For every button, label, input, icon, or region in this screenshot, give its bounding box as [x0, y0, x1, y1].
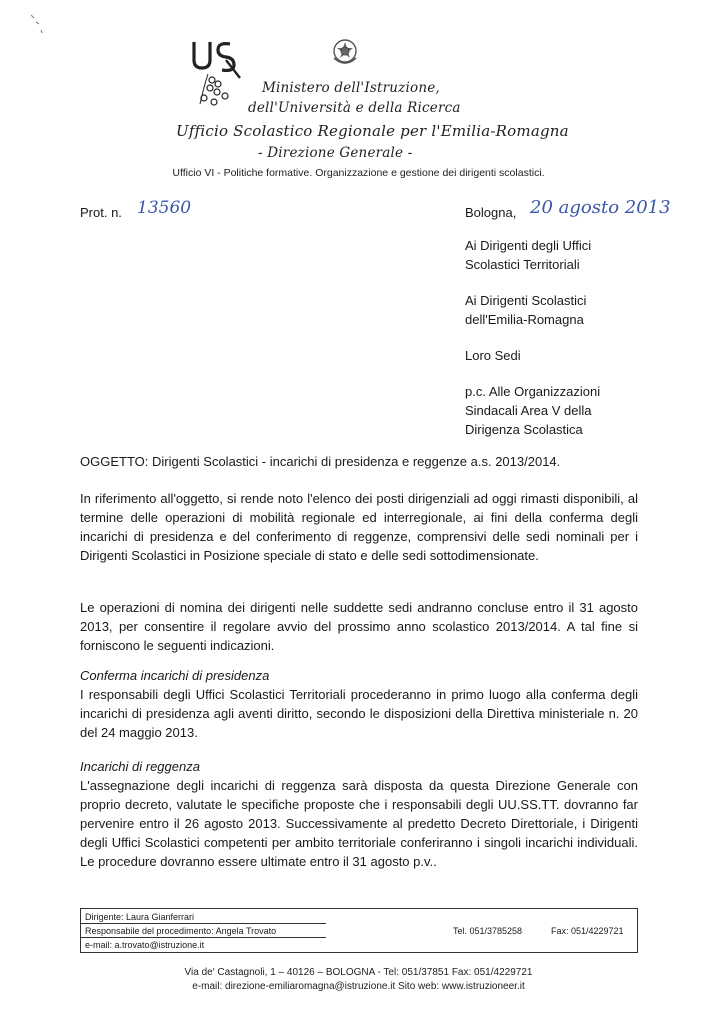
heading-conferma: Conferma incarichi di presidenza — [80, 668, 270, 683]
university-line: dell'Università e della Ricerca — [248, 100, 461, 116]
date-place: Bologna, — [465, 205, 517, 220]
usr-logo — [190, 38, 242, 110]
paragraph-intro: In riferimento all'oggetto, si rende noto l'elenco dei posti dirigenziali ad oggi rimasti disponibili, al termine delle operazioni di mobilità regionale ed interregionale, ai fini della conferma degli incarichi di presidenza e del conferimento di reggenze, comprensivi delle sedi nominali per i Dirigenti Scolastici in Posizione speciale di stato e delle sedi sottodimensionate. — [80, 491, 638, 563]
recipient-item: Loro Sedi — [465, 348, 521, 363]
protocol-label: Prot. n. — [80, 205, 122, 220]
responsabile-name: Responsabile del procedimento: Angela Trovato — [85, 926, 277, 936]
paragraph-deadline: Le operazioni di nomina dei dirigenti nelle suddette sedi andranno concluse entro il 31 agosto 2013, per consentire il regolare avvio del prossimo anno scolastico 2013/2014. A tal fine si forniscono le seguenti indicazioni. — [80, 600, 638, 653]
dirigente-name: Dirigente: Laura Gianferrari — [85, 912, 195, 922]
recipient-item: p.c. Alle Organizzazioni Sindacali Area V della Dirigenza Scolastica — [465, 384, 601, 437]
subject-line: OGGETTO: Dirigenti Scolastici - incarichi di presidenza e reggenze a.s. 2013/2014. — [80, 454, 561, 469]
protocol-number: 13560 — [137, 198, 192, 218]
regional-office-line: Ufficio Scolastico Regionale per l'Emilia-Romagna — [176, 122, 569, 140]
divider — [81, 937, 326, 938]
date-handwritten: 20 agosto 2013 — [530, 197, 671, 218]
heading-reggenza: Incarichi di reggenza — [80, 759, 200, 774]
office-address: Via de' Castagnoli, 1 – 40126 – BOLOGNA - Tel: 051/37851 Fax: 051/4229721 — [184, 967, 533, 978]
office-web-email: e-mail: direzione-emiliaromagna@istruzione.it Sito web: www.istruzioneer.it — [192, 981, 525, 992]
office-subtitle: Ufficio VI - Politiche formative. Organizzazione e gestione dei dirigenti scolastici. — [172, 167, 545, 179]
recipient-item: Ai Dirigenti degli Uffici Scolastici Territoriali — [465, 238, 592, 272]
ministry-line: Ministero dell'Istruzione, — [262, 80, 440, 96]
paragraph-reggenza: L'assegnazione degli incarichi di reggenza sarà disposta da questa Direzione Generale con proprio decreto, valutate le specifiche proposte che i responsabili degli UU.SS.TT. dovranno far pervenire entro il 26 agosto 2013. Successivamente al predetto Decreto Direttoriale, i Dirigenti degli Uffici Scolastici competenti per ambito territoriale conferiranno i singoli incarichi individuali. Le procedure dovranno essere ultimate entro il 31 agosto p.v.. — [80, 778, 638, 869]
recipients-block — [465, 236, 695, 456]
direction-line: - Direzione Generale - — [258, 145, 413, 161]
contact-fax: Fax: 051/4229721 — [551, 926, 624, 936]
contact-box — [80, 908, 638, 953]
recipient-item: Ai Dirigenti Scolastici dell'Emilia-Romagna — [465, 293, 587, 327]
divider — [81, 923, 326, 924]
paragraph-conferma: I responsabili degli Uffici Scolastici Territoriali procederanno in primo luogo alla conferma degli incarichi di presidenza agli aventi diritto, secondo le disposizioni della Direttiva ministeriale n. 20 del 24 maggio 2013. — [80, 687, 638, 740]
scan-mark — [28, 12, 44, 36]
republic-emblem-icon — [330, 36, 360, 68]
contact-tel: Tel. 051/3785258 — [453, 926, 523, 936]
contact-email: e-mail: a.trovato@istruzione.it — [85, 940, 205, 950]
